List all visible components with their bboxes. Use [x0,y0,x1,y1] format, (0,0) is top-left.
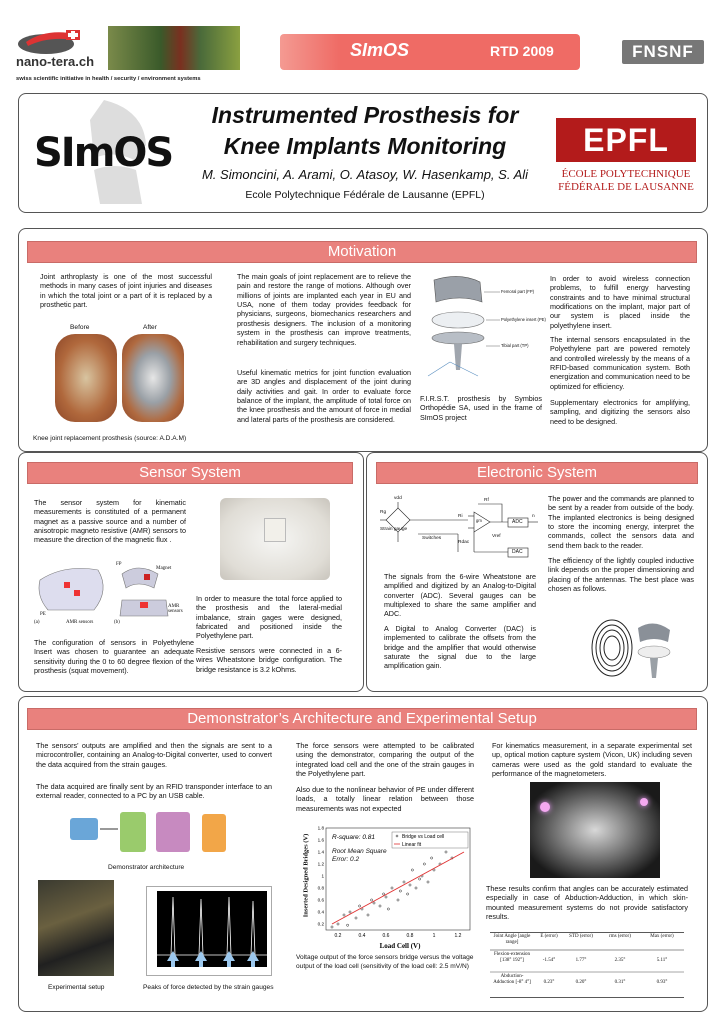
table-header-e: E (error) [540,934,558,939]
x-tick-label: 0.2 [334,933,342,939]
after-label: After [143,324,157,331]
force-peaks-plot [146,886,272,976]
banner-rtd: RTD 2009 [490,43,554,59]
fig-b: (b) [114,620,120,625]
demo-heading: Demonstrator’s Architecture and Experimental Setup [27,708,697,730]
y-tick-label: 1.6 [317,837,324,843]
circ-switches: Switches [422,536,442,541]
x-tick-label: 1 [432,933,436,939]
demo-text3: The force sensors were attempted to be calibrated using the demonstrator, comparing the output of the integrated load cell and the one of the strain gauges in the Polyethylene part. [296,741,474,779]
simos-banner [280,34,580,70]
table-header-angle: Joint Angle [angle range] [493,934,531,945]
y-tick-label: 0.2 [317,921,324,927]
circ-adc: ADC [512,519,523,525]
table-cell-std: 0.20° [575,980,587,985]
fig-label-femoral: Femoral part (FP) [501,289,535,294]
calibration-scatter-svg [296,824,476,950]
before-label: Before [70,324,90,331]
circ-ri: Ri [458,514,463,519]
electronic-heading: Electronic System [376,462,698,484]
sensor-text4: Resistive sensors were connected in a 6-wires Wheatstone bridge configuration. The bridge resistance is 3.2 kOhms. [196,646,342,674]
sensor-text1: The sensor system for kinematic measurements is constituted of a permanent magnet as a passive source and a number of anisotropic magneto resistive (AMR) sensors to measure the direction of the magnetic flux . [34,498,186,545]
electronic-text4: The efficiency of the lightly coupled inductive link depends on the proper dimensioning and placing of the antennas. The best place was chosen as follows. [548,556,694,594]
experimental-setup-image [38,880,114,976]
coil-antenna-icon [582,608,682,682]
circuit-diagram [378,494,542,564]
sensor-heading: Sensor System [27,462,353,484]
force-peaks-chart-icon [147,887,271,975]
table-header-row [490,934,684,950]
circ-rdac: Rdac [458,540,470,545]
motivation-col4-text1: In order to avoid wireless connection problems, to fulfill energy harvesting constraints and to have minimal structural modifications on the implant, major part of our system is placed inside the polyethylene insert. [550,274,690,330]
epfl-line2: FÉDÉRALE DE LAUSANNE [558,181,694,193]
table-cell-max: 0.93° [656,980,668,985]
table-row [490,974,684,996]
fig-amr: AMR sensors [66,620,94,625]
fig-fp: FP [116,562,122,567]
polyethylene-insert-image [220,498,330,580]
vicon-camera-right [640,798,648,806]
y-tick-label: 1 [321,873,324,879]
electronic-text1: The signals from the 6-wire Wheatstone are amplified and digitized by an Analog-to-Digital converter (ADC). Several gauges can be multiplexed to share the same amplifier and ADC. [384,572,536,619]
circ-gm: gm [476,518,482,523]
motivation-col2-text2: Useful kinematic metrics for joint function evaluation are 3D angles and displacement of the joint during daily activities and gait. In order to evaluate force balance of the implant, the amplitude of total force on the knee prosthesis and the amount of force in medial and lateral parts of the prosthesis are considered. [237,368,411,424]
table-cell-e: -1.54° [542,958,556,963]
simos-logo-text: SImOS [34,130,173,176]
antenna-image [582,608,682,682]
motivation-col4-text3: Supplementary electronics for amplifying, sampling, and digitizing the sensors also need to be designed. [550,398,690,426]
motivation-col4-text2: The internal sensors encapsulated in the Polyethylene part are powered remotely and controlled wirelessly by the means of a RFID-based communication system. Both energization and communication need to be optimized for efficiency. [550,335,690,391]
arch-block-rfid [156,812,190,852]
vicon-camera-left [540,802,550,812]
epfl-logo-text: EPFL [583,122,669,158]
calibration-chart [296,824,476,950]
fig-a: (a) [34,620,40,625]
circ-vdd: vdd [394,496,402,501]
nanotera-logo-text: nano-tera.ch [16,54,95,69]
x-tick-label: 1.2 [454,933,462,939]
peaks-caption: Peaks of force detected by the strain gauges [143,984,274,991]
sensor-text2: The configuration of sensors in Polyethylene Insert was chosen to guarantee an adequate sensitivity during the 0 to 60 degree flexion of the prosthesis (squat movement). [34,638,194,676]
fnsnf-logo [622,40,704,64]
table-header-std: STD (error) [569,934,593,939]
x-tick-label: 0.6 [382,933,390,939]
motivation-col2-text1: The main goals of joint replacement are to relieve the pain and restore the range of motions. Although over millions of joints are implanted each year in EU and USA, none of them today provides feedback for physicians, surgeons, biomechanics researchers and prosthesis designers. The inclusion of a monitoring system in the prosthesis can improve treatments, rehabilitation and surgery techniques. [237,272,411,347]
y-tick-label: 1.4 [317,849,324,855]
circ-n: n [532,514,535,519]
epfl-line1: ÉCOLE POLYTECHNIQUE [561,168,691,180]
legend-series-points: Bridge vs Load cell [402,834,445,840]
chart-xlabel: Load Cell (V) [379,942,421,950]
circ-rg: Rg [380,510,387,515]
fig-label-insert: Polyethylene insert (PE) [501,317,546,322]
x-tick-label: 0.4 [358,933,366,939]
arch-block-sensors [70,818,98,840]
y-tick-label: 0.4 [317,909,324,915]
nanotera-logo [16,24,106,74]
circ-rf: Rf [484,498,489,503]
fig-pe: PE [40,612,46,617]
legend-series-fit: Linear fit [402,842,422,848]
insert-pcb [264,518,286,542]
vicon-setup-image [530,782,660,878]
knee-before-image [55,334,117,422]
arch-arrow [100,828,118,830]
table-cell-max: 5.11° [656,958,668,963]
motivation-col1-text: Joint arthroplasty is one of the most successful methods in many cases of joint injuries and diseases in which the total joint or a part of it is replaced by a prosthetic part. [40,272,212,310]
table-cell-rms: 2.35° [614,958,626,963]
demo-text2: The data acquired are finally sent by an RFID transponder interface to an external reader, connected to a PC by an USB cable. [36,782,272,801]
electronic-text3: The power and the commands are planned to be sent by a reader from outside of the body. The implanted electronics is being designed to store the incoming energy, interpret the commands, collect the sensors data and send them back to the reader. [548,494,694,550]
fig-amr-b: AMR sensors [168,604,183,614]
nanotera-tagline: swiss scientific initiative in health / security / environment systems [16,76,201,82]
fig-magnet: Magnet [156,566,172,571]
knee-after-image [122,334,184,422]
table-header-rms: rms (error) [609,934,631,939]
table-cell-rms: 0.31° [614,980,626,985]
poster-affiliation: Ecole Polytechnique Fédérale de Lausanne (EPFL) [245,189,485,201]
demo-text6: These results confirm that angles can be accurately estimated especially in case of Abduction-Adduction, in which skin-mounted measurement systems do not provide satisfactory results. [486,884,688,922]
circ-dac: DAC [512,549,523,555]
demo-text5: For kinematics measurement, in a separate experimental set up, optical motion capture system (Vicon, UK) including seven cameras were used as the gold standard to evaluate the performance of the magnetometers. [492,741,692,779]
simos-logo [34,100,184,204]
banner-title: SImOS [350,40,410,60]
table-cell-std: 1.77° [575,958,587,963]
circ-vref: Vref [492,534,501,539]
chart-annotation-rsquare: R-square: 0.81 [332,834,375,841]
table-cell-angle: Flexion-extension [138° 192°] [493,952,531,963]
arch-block-mcu [120,812,146,852]
knee-image-caption: Knee joint replacement prosthesis (source: A.D.A.M) [33,435,187,442]
y-tick-label: 1.8 [317,825,324,831]
demo-text1: The sensors’ outputs are amplified and then the signals are sent to a microcontroller, containing an Analog-to-Digital converter, used to convert the data acquired from the strain gauges. [36,741,272,769]
first-prosthesis-figure [420,272,546,384]
x-tick-label: 0.8 [406,933,414,939]
architecture-caption: Demonstrator architecture [108,864,185,871]
first-prosthesis-caption: F.I.R.S.T. prosthesis by Symbios Orthopédie SA, used in the frame of SImOS project [420,394,542,422]
electronic-text2: A Digital to Analog Converter (DAC) is implemented to calibrate the offsets from the bridge and the amplifier that would otherwise saturate the signal due to the large amplification gain. [384,624,536,671]
chart-annotation-rmse: Root Mean Square Error: 0.2 [332,848,387,863]
table-header-max: Max (error) [650,934,674,939]
arch-block-reader [202,814,226,852]
table-cell-e: 0.23° [543,980,555,985]
table-cell-angle: Abduction-Adduction [-8° 4°] [493,974,531,985]
nanotera-photos [108,26,240,70]
table-row [490,952,684,972]
sensor-text3: In order to measure the total force applied to the prosthesis and the lateral-medial imbalance, strain gages were designed, fabricated and positioned inside the Polyethylene part. [196,594,342,641]
chart-ylabel: Inserted Designed Bridges (V) [302,833,310,918]
y-tick-label: 0.8 [317,885,324,891]
motivation-heading: Motivation [27,241,697,263]
y-tick-label: 1.2 [317,861,324,867]
plot-caption: Voltage output of the force sensors bridge versus the voltage output of the load cell (sensitivity of the load cell: 2.5 mV/N) [296,954,474,970]
sensor-config-figure [34,560,194,628]
epfl-logo [556,118,696,162]
setup-caption: Experimental setup [48,984,105,991]
fig-label-tibial: Tibial part (TP) [501,343,529,348]
architecture-diagram [60,806,240,856]
poster-authors: M. Simoncini, A. Arami, O. Atasoy, W. Hasenkamp, S. Ali [201,167,529,182]
poster-title-line1: Instrumented Prosthesis for [211,102,519,128]
poster-title-line2: Knee Implants Monitoring [223,133,507,159]
fnsnf-logo-text: FNSNF [632,42,694,61]
demo-text4: Also due to the nonlinear behavior of PE under different loads, a totally linear relation between those measurements was not expected [296,785,474,813]
y-tick-label: 0.6 [317,897,324,903]
circ-strain: Strain gauge [380,527,408,532]
